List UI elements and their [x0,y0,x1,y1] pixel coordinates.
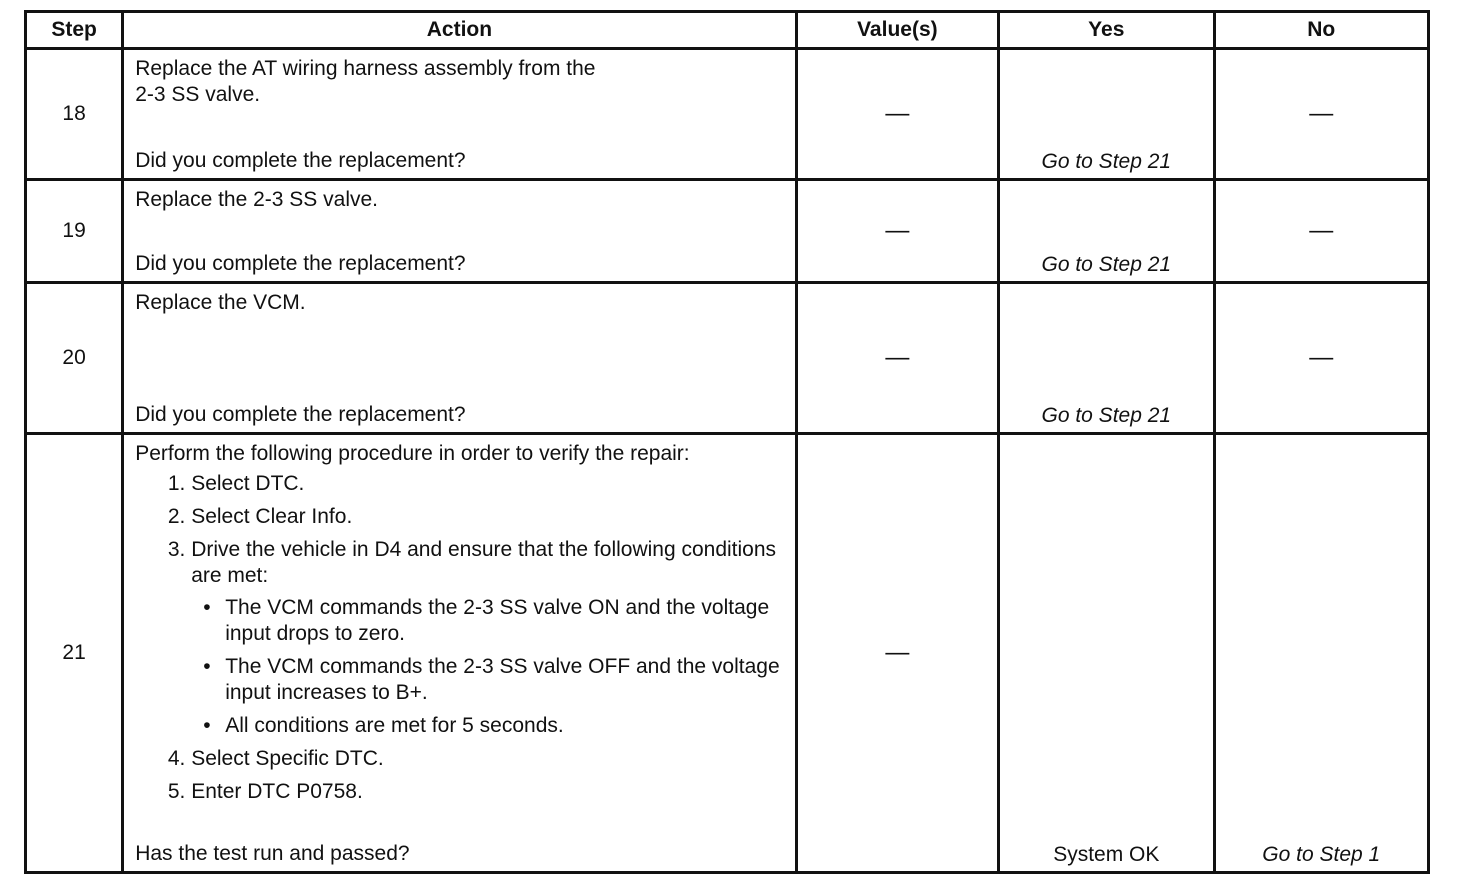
header-row [26,12,1429,49]
no-cell: — [1214,49,1428,180]
condition-item: • The VCM commands the 2-3 SS valve OFF and the voltage input increases to B+. [191,654,784,706]
step-number: 20 [26,283,123,434]
header-values: Value(s) [796,12,998,49]
yes-link: Go to Step 21 [1041,404,1172,427]
conditions-list [191,595,784,739]
procedure-step [191,537,784,739]
action-cell [123,49,796,180]
condition-item: • The VCM commands the 2-3 SS valve ON and the voltage input drops to zero. [191,595,784,647]
table-row [26,283,1429,434]
procedure-step: 1. Select DTC. [191,471,784,497]
yes-link: Go to Step 21 [1041,253,1172,276]
action-question: Did you complete the replacement? [135,403,466,426]
no-cell: — [1214,283,1428,434]
no-link: Go to Step 1 [1262,843,1381,866]
procedure-step: 4. Select Specific DTC. [191,746,784,772]
action-text: 2-3 SS valve. [135,83,261,106]
procedure-step-text: Drive the vehicle in D4 and ensure that the following conditions are met: [191,538,777,587]
table-row [26,180,1429,283]
yes-cell [999,434,1214,873]
header-step: Step [26,12,123,49]
action-question: Did you complete the replacement? [135,252,466,275]
procedure-step: 2. Select Clear Info. [191,504,784,530]
yes-cell [999,283,1214,434]
action-question: Has the test run and passed? [135,842,410,865]
values-cell: — [796,180,998,283]
values-cell: — [796,434,998,873]
action-intro: Perform the following procedure in order to verify the repair: [135,442,690,465]
header-action: Action [123,12,796,49]
step-number: 19 [26,180,123,283]
procedure-step: 5. Enter DTC P0758. [191,779,784,805]
step-number: 18 [26,49,123,180]
diagnostic-table [24,10,1430,874]
values-cell: — [796,49,998,180]
action-cell [123,180,796,283]
step-number: 21 [26,434,123,873]
procedure-list [135,471,784,805]
table-row [26,49,1429,180]
action-text: Replace the AT wiring harness assembly from the [135,57,596,80]
action-text: Replace the VCM. [135,291,306,314]
no-cell [1214,434,1428,873]
yes-cell [999,180,1214,283]
yes-result: System OK [1053,843,1160,866]
condition-item: • All conditions are met for 5 seconds. [191,713,784,739]
action-cell [123,434,796,873]
action-question: Did you complete the replacement? [135,149,466,172]
yes-link: Go to Step 21 [1041,150,1172,173]
values-cell: — [796,283,998,434]
no-cell: — [1214,180,1428,283]
table-row [26,434,1429,873]
header-no: No [1214,12,1428,49]
action-text: Replace the 2-3 SS valve. [135,188,379,211]
header-yes: Yes [999,12,1214,49]
yes-cell [999,49,1214,180]
action-cell [123,283,796,434]
